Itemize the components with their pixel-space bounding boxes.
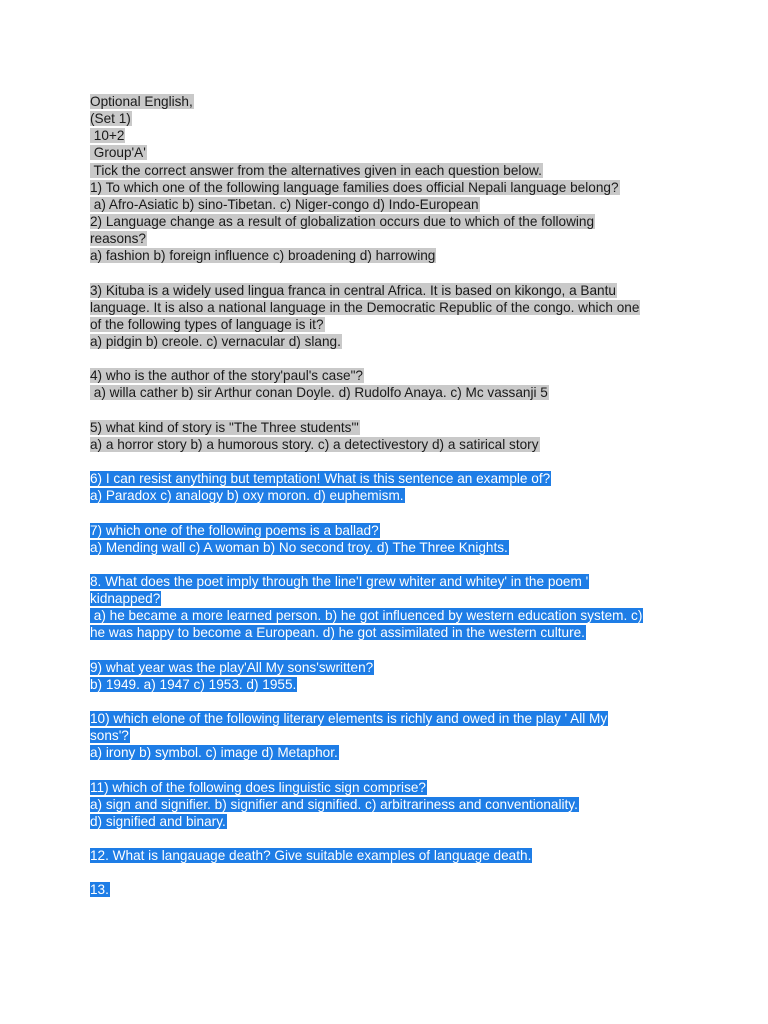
selected-text-line[interactable] xyxy=(90,573,690,590)
selected-text-line[interactable] xyxy=(90,607,690,624)
line-text: Tick the correct answer from the alternatives given in each question below. xyxy=(90,162,542,178)
line-text: 2) Language change as a result of globalization occurs due to which of the following xyxy=(90,213,595,229)
line-text: Group'A' xyxy=(90,145,146,161)
highlighted-text-line[interactable] xyxy=(90,367,690,384)
line-text: of the following types of language is it? xyxy=(90,316,324,332)
highlighted-text-line[interactable] xyxy=(90,213,690,230)
line-text: a) Paradox c) analogy b) oxy moron. d) euphemism. xyxy=(90,488,404,504)
selected-text-line[interactable] xyxy=(90,659,690,676)
selected-text-line[interactable] xyxy=(90,676,690,693)
line-text: language. It is also a national language in the Democratic Republic of the congo. which one xyxy=(90,299,640,315)
selected-text-line[interactable] xyxy=(90,744,690,761)
line-text: a) irony b) symbol. c) image d) Metaphor. xyxy=(90,745,338,761)
blank-line xyxy=(90,402,690,419)
selected-text-line[interactable] xyxy=(90,779,690,796)
line-text: 13. xyxy=(90,882,109,898)
selected-text-line[interactable] xyxy=(90,522,690,539)
highlighted-text-line[interactable] xyxy=(90,110,690,127)
line-text: kidnapped? xyxy=(90,591,161,607)
highlighted-text-line[interactable] xyxy=(90,333,690,350)
line-text: 6) I can resist anything but temptation! What is this sentence an example of? xyxy=(90,471,551,487)
blank-line xyxy=(90,642,690,659)
line-text: a) a horror story b) a humorous story. c) a detectivestory d) a satirical story xyxy=(90,436,539,452)
blank-line xyxy=(90,830,690,847)
line-text: 8. What does the poet imply through the line'I grew whiter and whitey' in the poem ' xyxy=(90,573,589,589)
highlighted-text-line[interactable] xyxy=(90,162,690,179)
line-text: d) signified and binary. xyxy=(90,813,226,829)
blank-line xyxy=(90,264,690,281)
line-text: a) willa cather b) sir Arthur conan Doyle. d) Rudolfo Anaya. c) Mc vassanji 5 xyxy=(90,385,548,401)
line-text: 9) what year was the play'All My sons'swritten? xyxy=(90,659,374,675)
blank-line xyxy=(90,504,690,521)
blank-line xyxy=(90,350,690,367)
line-text: a) fashion b) foreign influence c) broadening d) harrowing xyxy=(90,248,436,264)
line-text: a) he became a more learned person. b) he got influenced by western education system. c) xyxy=(90,608,643,624)
selected-text-line[interactable] xyxy=(90,727,690,744)
highlighted-text-line[interactable] xyxy=(90,282,690,299)
selected-text-line[interactable] xyxy=(90,796,690,813)
blank-line xyxy=(90,864,690,881)
line-text: 7) which one of the following poems is a ballad? xyxy=(90,522,379,538)
line-text: 12. What is langauage death? Give suitable examples of language death. xyxy=(90,848,532,864)
line-text: 4) who is the author of the story'paul's case"? xyxy=(90,368,363,384)
highlighted-text-line[interactable] xyxy=(90,419,690,436)
selected-text-line[interactable] xyxy=(90,813,690,830)
line-text: 3) Kituba is a widely used lingua franca in central Africa. It is based on kikongo, a Bantu xyxy=(90,282,616,298)
highlighted-text-line[interactable] xyxy=(90,230,690,247)
line-text: 5) what kind of story is "The Three students"' xyxy=(90,419,359,435)
document-body xyxy=(90,93,690,899)
line-text: he was happy to become a European. d) he got assimilated in the western culture. xyxy=(90,625,585,641)
highlighted-text-line[interactable] xyxy=(90,196,690,213)
highlighted-text-line[interactable] xyxy=(90,127,690,144)
highlighted-text-line[interactable] xyxy=(90,316,690,333)
selected-text-line[interactable] xyxy=(90,470,690,487)
selected-text-line[interactable] xyxy=(90,847,690,864)
selected-text-line[interactable] xyxy=(90,539,690,556)
blank-line xyxy=(90,761,690,778)
blank-line xyxy=(90,453,690,470)
selected-text-line[interactable] xyxy=(90,881,690,898)
line-text: (Set 1) xyxy=(90,111,131,127)
highlighted-text-line[interactable] xyxy=(90,93,690,110)
line-text: reasons? xyxy=(90,231,146,247)
highlighted-text-line[interactable] xyxy=(90,247,690,264)
line-text: b) 1949. a) 1947 c) 1953. d) 1955. xyxy=(90,676,297,692)
line-text: a) sign and signifier. b) signifier and signified. c) arbitrariness and conventionality. xyxy=(90,796,578,812)
line-text: a) Afro-Asiatic b) sino-Tibetan. c) Niger-congo d) Indo-European xyxy=(90,196,479,212)
selected-text-line[interactable] xyxy=(90,590,690,607)
highlighted-text-line[interactable] xyxy=(90,144,690,161)
highlighted-text-line[interactable] xyxy=(90,179,690,196)
line-text: 10+2 xyxy=(90,128,125,144)
selected-text-line[interactable] xyxy=(90,710,690,727)
line-text: sons'? xyxy=(90,728,129,744)
selected-text-line[interactable] xyxy=(90,487,690,504)
line-text: Optional English, xyxy=(90,94,193,109)
line-text: a) Mending wall c) A woman b) No second troy. d) The Three Knights. xyxy=(90,539,508,555)
highlighted-text-line[interactable] xyxy=(90,299,690,316)
line-text: 1) To which one of the following language families does official Nepali language belong? xyxy=(90,179,619,195)
blank-line xyxy=(90,556,690,573)
highlighted-text-line[interactable] xyxy=(90,436,690,453)
line-text: a) pidgin b) creole. c) vernacular d) slang. xyxy=(90,333,341,349)
selected-text-line[interactable] xyxy=(90,624,690,641)
line-text: 10) which elone of the following literary elements is richly and owed in the play ' All My xyxy=(90,711,608,727)
line-text: 11) which of the following does linguistic sign comprise? xyxy=(90,779,426,795)
blank-line xyxy=(90,693,690,710)
highlighted-text-line[interactable] xyxy=(90,384,690,401)
